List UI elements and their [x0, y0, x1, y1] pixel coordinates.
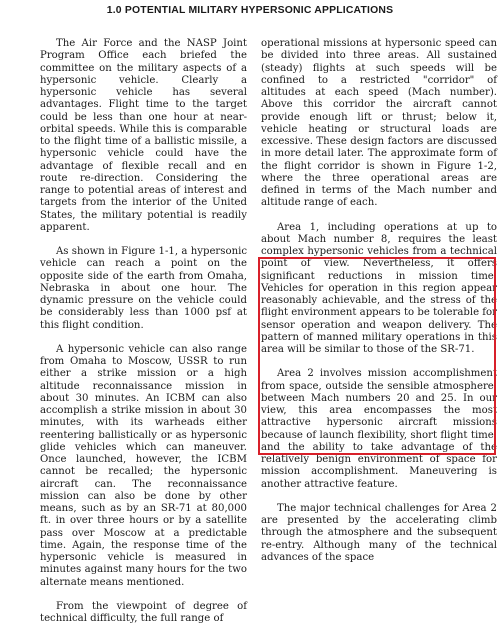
paragraph-technical-difficulty: From the viewpoint of degree of technical difficulty, the full range of — [40, 600, 247, 624]
section-title: 1.0 POTENTIAL MILITARY HYPERSONIC APPLICATIONS — [106, 5, 394, 16]
paragraph-area-2: Area 2 involves mission accomplishment from space, outside the sensible atmosphere, between Mach numbers 20 and 25. In our view, this area encompasses the most attractive hypersonic aircraft missions because of launch flexibility, short flight time, and the ability to take advantage of the relatively benign environment of space for mission accomplishment. Maneuvering is another attractive feature. — [261, 368, 497, 490]
paragraph-moscow-range: A hypersonic vehicle can also range from Omaha to Moscow, USSR to run either a strike mission or a high altitude reconnaissance mission in about 30 minutes. An ICBM can also accomplish a strike mission in about 30 minutes, with its warheads either reentering ballistically or as hypersonic glide vehicles which can maneuver. Once launched, however, the ICBM cannot be recalled; the hypersonic aircraft can. The reconnaissance mission can also be done by other means, such as by an SR-71 at 80,000 ft. in over three hours or by a satellite pass over Moscow at a predictable time. Again, the response time of the hypersonic vehicle is measured in minutes against many hours for the two alternate means mentioned. — [40, 343, 247, 588]
area-1-highlight-box — [258, 257, 496, 455]
left-column — [40, 38, 247, 625]
paragraph-area-1: Area 1, including operations at up to about Mach number 8, requires the least complex hypersonic vehicles from a technical point of view. Nevertheless, it offers significant reductions in mission time. Vehicles for operation in this region appear reasonably achievable, and the stress of the flight environment appears to be tolerable for sensor operation and weapon delivery. The pattern of manned military operations in this area will be similar to those of the SR-71. — [261, 221, 497, 355]
paragraph-intro: The Air Force and the NASP Joint Program Office each briefed the committee on the military aspects of a hypersonic vehicle. Clearly a hypersonic vehicle has several advantages. Flight time to the target could be less than one hour at near-orbital speeds. While this is comparable to the flight time of a ballistic missile, a hypersonic vehicle could have the advantage of flexible recall and en route re-direction. Considering the range to potential areas of interest and targets from the interior of the United States, the military potential is readily apparent. — [40, 38, 247, 233]
paragraph-technical-challenges: The major technical challenges for Area 2 are presented by the accelerating climb through the atmosphere and the subsequent re-entry. Although many of the technical advances of the space — [261, 502, 497, 563]
paragraph-figure-1-1: As shown in Figure 1-1, a hypersonic vehicle can reach a point on the opposite side of the earth from Omaha, Nebraska in about one hour. The dynamic pressure on the vehicle could be considerably less than 1000 psf at this flight condition. — [40, 246, 247, 331]
paragraph-operational-areas: operational missions at hypersonic speed can be divided into three areas. All sustained (steady) flights at such speeds will be confined to a restricted "corridor" of altitudes at each speed (Mach number). Above this corridor the aircraft cannot provide enough lift or thrust; below it, vehicle heating or structural loads are excessive. These design factors are discussed in more detail later. The approximate form of the flight corridor is shown in Figure 1-2, where the three operational areas are defined in terms of the Mach number and altitude range of each. — [261, 38, 497, 209]
